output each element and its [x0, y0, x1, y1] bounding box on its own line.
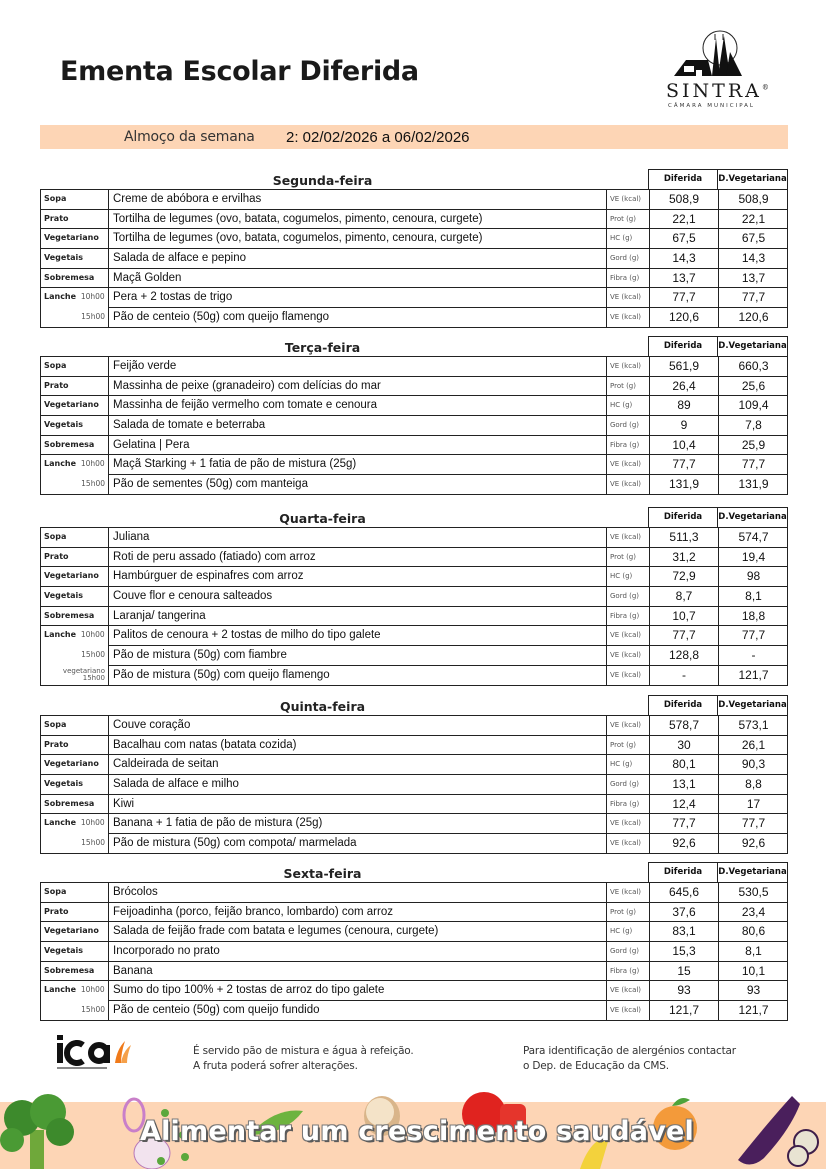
nutrient-unit: Fibra (g) [606, 436, 649, 455]
table-row [41, 455, 787, 475]
value-diferida: 13,7 [649, 269, 718, 288]
value-diferida: 77,7 [649, 455, 718, 474]
value-diferida: 14,3 [649, 249, 718, 268]
table-row [41, 646, 787, 666]
dish-name: Feijoadinha (porco, feijão branco, lombardo) com arroz [113, 905, 393, 918]
nutrient-unit: VE (kcal) [606, 357, 649, 376]
dish-name: Juliana [113, 531, 150, 543]
category-label: Vegetais [41, 942, 109, 961]
value-vegetariana: 574,7 [718, 528, 788, 547]
day-title: Quarta-feira [279, 511, 366, 526]
nutrient-unit: Fibra (g) [606, 607, 649, 626]
category-label: Vegetais [41, 249, 109, 268]
value-vegetariana: 23,4 [718, 903, 788, 922]
page-title: Ementa Escolar Diferida [60, 56, 419, 87]
table-row [41, 736, 787, 756]
nutrient-unit: VE (kcal) [606, 834, 649, 853]
value-vegetariana: 121,7 [718, 1001, 788, 1020]
category-label: Sobremesa [41, 962, 109, 981]
category-label: Lanche 10h00 [41, 626, 109, 646]
value-diferida: 10,7 [649, 607, 718, 626]
value-diferida: 37,6 [649, 903, 718, 922]
value-diferida: 67,5 [649, 229, 718, 248]
nutrient-unit: Prot (g) [606, 377, 649, 396]
value-vegetariana: 660,3 [718, 357, 788, 376]
value-vegetariana: 18,8 [718, 607, 788, 626]
nutrient-unit: Gord (g) [606, 416, 649, 435]
table-row [41, 922, 787, 942]
value-diferida: 511,3 [649, 528, 718, 547]
value-diferida: 10,4 [649, 436, 718, 455]
dish-name: Creme de abóbora e ervilhas [113, 193, 262, 205]
table-row [41, 357, 787, 377]
column-header-diferida: Diferida [648, 336, 718, 356]
dish-name: Pão de mistura (50g) com compota/ marmelada [113, 837, 357, 850]
nutrient-unit: VE (kcal) [606, 288, 649, 307]
dish-name: Pão de centeio (50g) com queijo flamengo [113, 311, 330, 324]
dish-name: Maçã Golden [113, 271, 182, 284]
logo-name: SINTRA® [666, 80, 769, 102]
value-diferida: 83,1 [649, 922, 718, 941]
dish-name: Brócolos [113, 886, 158, 898]
value-vegetariana: - [718, 646, 788, 665]
table-row [41, 587, 787, 607]
value-diferida: 77,7 [649, 288, 718, 307]
value-diferida: 13,1 [649, 775, 718, 794]
value-vegetariana: 13,7 [718, 269, 788, 288]
dish-name: Salada de feijão frade com batata e legumes (cenoura, curgete) [113, 925, 439, 938]
table-row [41, 981, 787, 1001]
footer-note-bread-water [193, 1044, 413, 1074]
value-vegetariana: 7,8 [718, 416, 788, 435]
category-label [41, 646, 109, 666]
value-diferida: 645,6 [649, 883, 718, 902]
dish-name: Bacalhau com natas (batata cozida) [113, 738, 297, 751]
value-diferida: 9 [649, 416, 718, 435]
nutrient-unit: VE (kcal) [606, 814, 649, 833]
category-label [41, 308, 109, 327]
category-label: Sopa [41, 716, 109, 735]
time-label: 10h00 [80, 985, 105, 995]
value-diferida: - [649, 666, 718, 685]
value-vegetariana: 573,1 [718, 716, 788, 735]
value-vegetariana: 8,8 [718, 775, 788, 794]
nutrient-unit: HC (g) [606, 396, 649, 415]
nutrient-unit: Fibra (g) [606, 269, 649, 288]
column-header-vegetariana: D.Vegetariana [717, 336, 788, 356]
table-row [41, 269, 787, 289]
value-diferida: 31,2 [649, 548, 718, 567]
nutrient-unit: VE (kcal) [606, 883, 649, 902]
value-vegetariana: 77,7 [718, 288, 788, 307]
dish-name: Pão de mistura (50g) com queijo flamengo [113, 668, 330, 681]
dish-name: Banana + 1 fatia de pão de mistura (25g) [113, 817, 323, 830]
ica-logo [55, 1033, 135, 1073]
nutrient-unit: Fibra (g) [606, 795, 649, 814]
value-diferida: 22,1 [649, 210, 718, 229]
dish-name: Tortilha de legumes (ovo, batata, cogumelos, pimento, cenoura, curgete) [113, 212, 483, 225]
dish-name: Feijão verde [113, 360, 177, 372]
time-label: 15h00 [82, 674, 105, 683]
time-label: 15h00 [81, 479, 105, 489]
dish-name: Salada de alface e milho [113, 778, 239, 791]
category-label: Prato [41, 736, 109, 755]
value-vegetariana: 25,6 [718, 377, 788, 396]
table-row [41, 814, 787, 834]
table-row [41, 716, 787, 736]
value-vegetariana: 25,9 [718, 436, 788, 455]
table-row [41, 436, 787, 456]
table-row [41, 229, 787, 249]
time-label: 10h00 [80, 818, 105, 828]
nutrient-unit: VE (kcal) [606, 716, 649, 735]
dish-name: Banana [113, 964, 153, 977]
category-label: Prato [41, 210, 109, 229]
table-row [41, 249, 787, 269]
value-vegetariana: 67,5 [718, 229, 788, 248]
sintra-emblem-icon [668, 30, 758, 78]
category-label: Lanche 10h00 [41, 981, 109, 1001]
value-vegetariana: 26,1 [718, 736, 788, 755]
category-label: Sobremesa [41, 607, 109, 626]
dish-name: Maçã Starking + 1 fatia de pão de mistura (25g) [113, 458, 357, 471]
value-vegetariana: 131,9 [718, 475, 788, 494]
nutrient-unit: HC (g) [606, 922, 649, 941]
nutrient-unit: Prot (g) [606, 548, 649, 567]
nutrient-unit: VE (kcal) [606, 475, 649, 494]
value-diferida: 12,4 [649, 795, 718, 814]
time-label: 10h00 [80, 459, 105, 469]
dish-name: Tortilha de legumes (ovo, batata, cogumelos, pimento, cenoura, curgete) [113, 232, 483, 245]
time-label: 15h00 [81, 650, 105, 660]
ica-logo-icon [55, 1033, 135, 1073]
logo-subtitle: CÂMARA MUNICIPAL [668, 103, 755, 109]
dish-name: Salada de alface e pepino [113, 252, 246, 265]
value-vegetariana: 93 [718, 981, 788, 1000]
nutrient-unit: Prot (g) [606, 903, 649, 922]
category-label: Vegetariano [41, 567, 109, 586]
category-label [41, 834, 109, 853]
value-diferida: 26,4 [649, 377, 718, 396]
dish-name: Gelatina | Pera [113, 438, 190, 451]
category-label: Vegetariano [41, 229, 109, 248]
table-row [41, 528, 787, 548]
time-prefix-label: vegetariano [62, 666, 105, 675]
nutrient-unit: Fibra (g) [606, 962, 649, 981]
dish-name: Massinha de feijão vermelho com tomate e cenoura [113, 399, 378, 412]
table-row [41, 567, 787, 587]
table-row [41, 548, 787, 568]
column-header-diferida: Diferida [648, 862, 718, 882]
value-diferida: 8,7 [649, 587, 718, 606]
column-header-vegetariana: D.Vegetariana [717, 695, 788, 715]
nutrient-unit: VE (kcal) [606, 455, 649, 474]
value-vegetariana: 80,6 [718, 922, 788, 941]
menu-table [40, 189, 788, 328]
dish-name: Salada de tomate e beterraba [113, 419, 266, 432]
table-row [41, 377, 787, 397]
value-vegetariana: 77,7 [718, 626, 788, 645]
column-header-vegetariana: D.Vegetariana [717, 862, 788, 882]
sintra-logo [660, 30, 770, 110]
category-label: Vegetariano [41, 396, 109, 415]
week-value: 2: 02/02/2026 a 06/02/2026 [286, 129, 470, 146]
table-row [41, 308, 787, 328]
table-row [41, 834, 787, 854]
footer-note-line: É servido pão de mistura e água à refeição. [193, 1045, 414, 1057]
menu-table [40, 527, 788, 686]
value-vegetariana: 120,6 [718, 308, 788, 327]
nutrient-unit: VE (kcal) [606, 528, 649, 547]
category-label: Lanche 10h00 [41, 288, 109, 308]
table-row [41, 607, 787, 627]
nutrient-unit: HC (g) [606, 567, 649, 586]
footer-note-line: o Dep. de Educação da CMS. [523, 1060, 669, 1072]
nutrient-unit: VE (kcal) [606, 308, 649, 327]
column-header-vegetariana: D.Vegetariana [717, 507, 788, 527]
footer-note-line: A fruta poderá sofrer alterações. [193, 1060, 358, 1072]
menu-table [40, 882, 788, 1021]
footer-note-allergens [523, 1044, 736, 1074]
menu-table [40, 715, 788, 854]
table-row [41, 475, 787, 495]
eggplant-icon [730, 1090, 826, 1169]
value-vegetariana: 14,3 [718, 249, 788, 268]
value-vegetariana: 19,4 [718, 548, 788, 567]
table-row [41, 190, 787, 210]
category-label: Vegetais [41, 775, 109, 794]
value-diferida: 578,7 [649, 716, 718, 735]
nutrient-unit: Prot (g) [606, 210, 649, 229]
dish-name: Pão de mistura (50g) com fiambre [113, 649, 287, 662]
day-title: Sexta-feira [283, 866, 362, 881]
value-vegetariana: 77,7 [718, 455, 788, 474]
value-vegetariana: 8,1 [718, 587, 788, 606]
category-label: Sopa [41, 190, 109, 209]
table-row [41, 775, 787, 795]
value-diferida: 15,3 [649, 942, 718, 961]
day-title: Quinta-feira [279, 699, 366, 714]
menu-table [40, 356, 788, 495]
column-header-vegetariana: D.Vegetariana [717, 169, 788, 189]
nutrient-unit: Gord (g) [606, 587, 649, 606]
value-diferida: 77,7 [649, 814, 718, 833]
table-row [41, 1001, 787, 1021]
table-row [41, 626, 787, 646]
column-header-diferida: Diferida [648, 169, 718, 189]
value-diferida: 15 [649, 962, 718, 981]
nutrient-unit: VE (kcal) [606, 666, 649, 685]
category-label [41, 475, 109, 494]
value-vegetariana: 530,5 [718, 883, 788, 902]
value-diferida: 561,9 [649, 357, 718, 376]
value-vegetariana: 109,4 [718, 396, 788, 415]
dish-name: Laranja/ tangerina [113, 609, 206, 622]
nutrient-unit: Prot (g) [606, 736, 649, 755]
nutrient-unit: Gord (g) [606, 942, 649, 961]
nutrient-unit: Gord (g) [606, 249, 649, 268]
table-row [41, 942, 787, 962]
nutrient-unit: HC (g) [606, 229, 649, 248]
value-vegetariana: 98 [718, 567, 788, 586]
category-label: Lanche 10h00 [41, 455, 109, 475]
category-label: Prato [41, 377, 109, 396]
value-diferida: 72,9 [649, 567, 718, 586]
time-label: 10h00 [80, 630, 105, 640]
dish-name: Massinha de peixe (granadeiro) com delícias do mar [113, 379, 381, 392]
dish-name: Pão de centeio (50g) com queijo fundido [113, 1004, 320, 1017]
dish-name: Couve flor e cenoura salteados [113, 590, 273, 603]
nutrient-unit: VE (kcal) [606, 626, 649, 645]
value-diferida: 89 [649, 396, 718, 415]
category-label [41, 666, 109, 685]
category-label: Vegetais [41, 416, 109, 435]
table-row [41, 883, 787, 903]
column-header-diferida: Diferida [648, 507, 718, 527]
value-diferida: 128,8 [649, 646, 718, 665]
day-title: Segunda-feira [272, 173, 373, 188]
week-banner [40, 125, 788, 149]
week-label: Almoço da semana [124, 129, 255, 145]
time-label: 15h00 [81, 312, 105, 322]
value-vegetariana: 22,1 [718, 210, 788, 229]
table-row [41, 666, 787, 686]
table-row [41, 962, 787, 982]
nutrient-unit: VE (kcal) [606, 981, 649, 1000]
value-diferida: 80,1 [649, 755, 718, 774]
table-row [41, 288, 787, 308]
dish-name: Couve coração [113, 719, 191, 731]
category-label: Sopa [41, 357, 109, 376]
banner-slogan: Alimentar um crescimento saudável [140, 1116, 694, 1147]
category-label: Lanche 10h00 [41, 814, 109, 834]
category-label: Vegetais [41, 587, 109, 606]
dish-name: Kiwi [113, 797, 135, 810]
category-label: Sopa [41, 883, 109, 902]
value-diferida: 93 [649, 981, 718, 1000]
dish-name: Caldeirada de seitan [113, 758, 219, 771]
category-label: Vegetariano [41, 922, 109, 941]
column-header-diferida: Diferida [648, 695, 718, 715]
footer-note-line: Para identificação de alergénios contactar [523, 1045, 736, 1057]
value-vegetariana: 508,9 [718, 190, 788, 209]
category-label [41, 1001, 109, 1020]
value-diferida: 121,7 [649, 1001, 718, 1020]
time-label: 15h00 [81, 838, 105, 848]
dish-name: Roti de peru assado (fatiado) com arroz [113, 550, 316, 563]
table-row [41, 210, 787, 230]
value-vegetariana: 10,1 [718, 962, 788, 981]
dish-name: Palitos de cenoura + 2 tostas de milho do tipo galete [113, 629, 381, 642]
time-label: 15h00 [81, 1005, 105, 1015]
table-row [41, 903, 787, 923]
day-title: Terça-feira [284, 340, 361, 355]
value-diferida: 508,9 [649, 190, 718, 209]
dish-name: Sumo do tipo 100% + 2 tostas de arroz do tipo galete [113, 984, 385, 997]
category-label: Sobremesa [41, 269, 109, 288]
value-vegetariana: 17 [718, 795, 788, 814]
nutrient-unit: VE (kcal) [606, 646, 649, 665]
dish-name: Incorporado no prato [113, 945, 220, 958]
table-row [41, 795, 787, 815]
category-label: Prato [41, 548, 109, 567]
value-diferida: 30 [649, 736, 718, 755]
value-vegetariana: 92,6 [718, 834, 788, 853]
category-label: Sobremesa [41, 436, 109, 455]
value-diferida: 77,7 [649, 626, 718, 645]
value-vegetariana: 77,7 [718, 814, 788, 833]
value-diferida: 92,6 [649, 834, 718, 853]
time-label: 10h00 [80, 292, 105, 302]
value-diferida: 120,6 [649, 308, 718, 327]
category-label: Vegetariano [41, 755, 109, 774]
table-row [41, 396, 787, 416]
broccoli-icon [0, 1090, 80, 1169]
value-vegetariana: 121,7 [718, 666, 788, 685]
value-vegetariana: 90,3 [718, 755, 788, 774]
dish-name: Pera + 2 tostas de trigo [113, 291, 233, 304]
dish-name: Pão de sementes (50g) com manteiga [113, 478, 308, 491]
nutrient-unit: VE (kcal) [606, 1001, 649, 1020]
table-row [41, 416, 787, 436]
category-label: Prato [41, 903, 109, 922]
nutrient-unit: Gord (g) [606, 775, 649, 794]
nutrient-unit: HC (g) [606, 755, 649, 774]
category-label: Sopa [41, 528, 109, 547]
value-vegetariana: 8,1 [718, 942, 788, 961]
table-row [41, 755, 787, 775]
dish-name: Hambúrguer de espinafres com arroz [113, 570, 304, 583]
category-label: Sobremesa [41, 795, 109, 814]
value-diferida: 131,9 [649, 475, 718, 494]
nutrient-unit: VE (kcal) [606, 190, 649, 209]
